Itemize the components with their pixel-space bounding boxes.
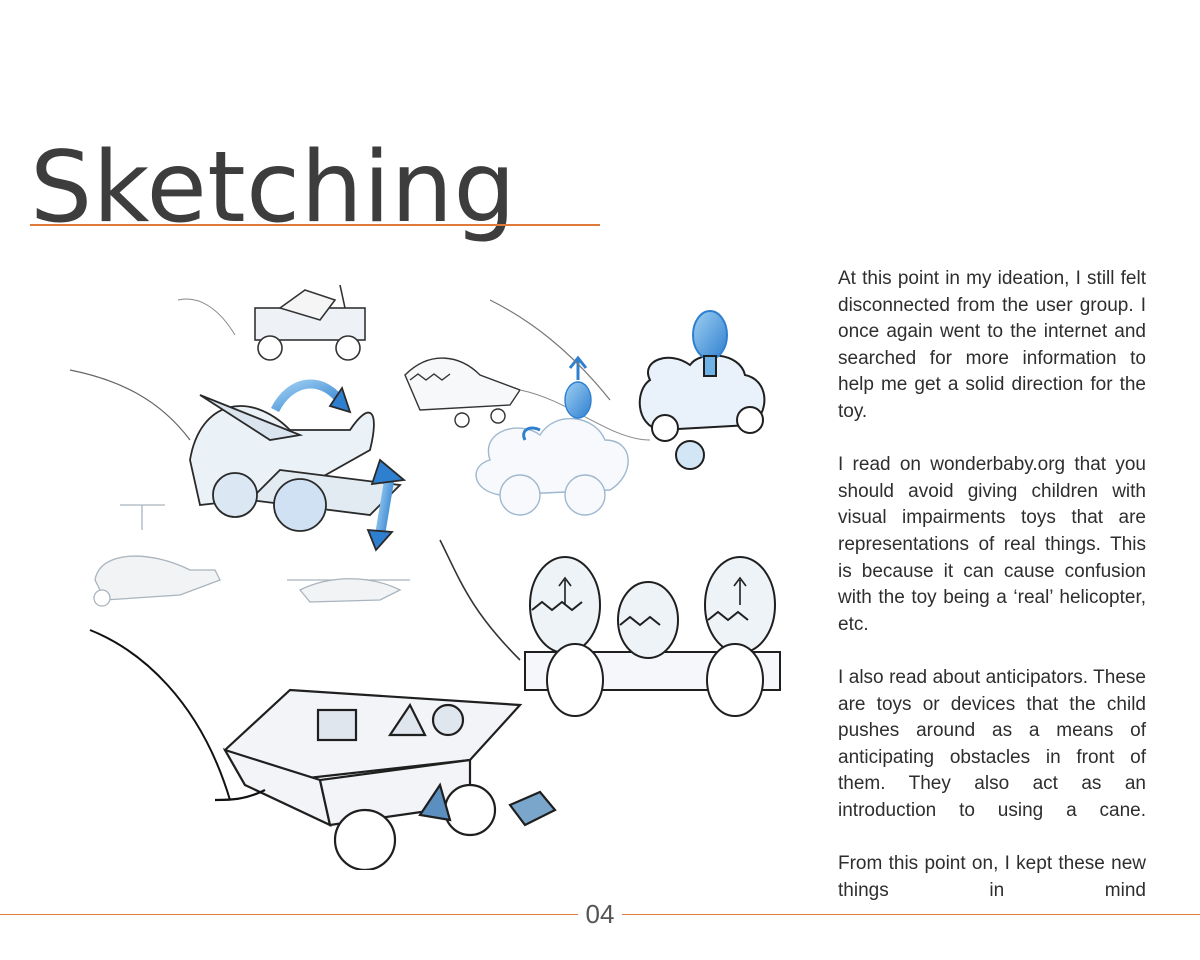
footer-rule-left bbox=[0, 914, 578, 915]
page-title: Sketching bbox=[30, 131, 517, 245]
shape-sorter-house-sketch-icon bbox=[90, 630, 555, 870]
paragraph: I also read about anticipators. These are toys or devices that the child pushes around as a means of anticipating obstacles in front of them. They also act as an introduction to using a cane. bbox=[838, 666, 1146, 821]
helicopter-sketch-icon bbox=[94, 505, 410, 606]
paragraph: I read on wonderbaby.org that you should avoid giving children with visual impairments toys that are representations of real things. This is because it can cause confusion with the toy being a ‘real’ helicopter, etc. bbox=[838, 454, 1146, 635]
page-number: 04 bbox=[585, 899, 615, 929]
footer-rule-right bbox=[622, 914, 1200, 915]
wagon-sketch-icon bbox=[178, 285, 365, 360]
egg-wagon-sketch-icon bbox=[440, 540, 780, 716]
sketch-illustration bbox=[50, 280, 810, 870]
body-text bbox=[838, 266, 1146, 931]
paragraph: At this point in my ideation, I still felt disconnected from the user group. I once again went to the internet and searched for more information to help me get a solid direction for the toy. bbox=[838, 268, 1146, 422]
airplane-sketch-icon bbox=[70, 370, 404, 550]
title-underline bbox=[30, 224, 600, 226]
paragraph: From this point on, I kept these new things in mind bbox=[838, 853, 1146, 901]
